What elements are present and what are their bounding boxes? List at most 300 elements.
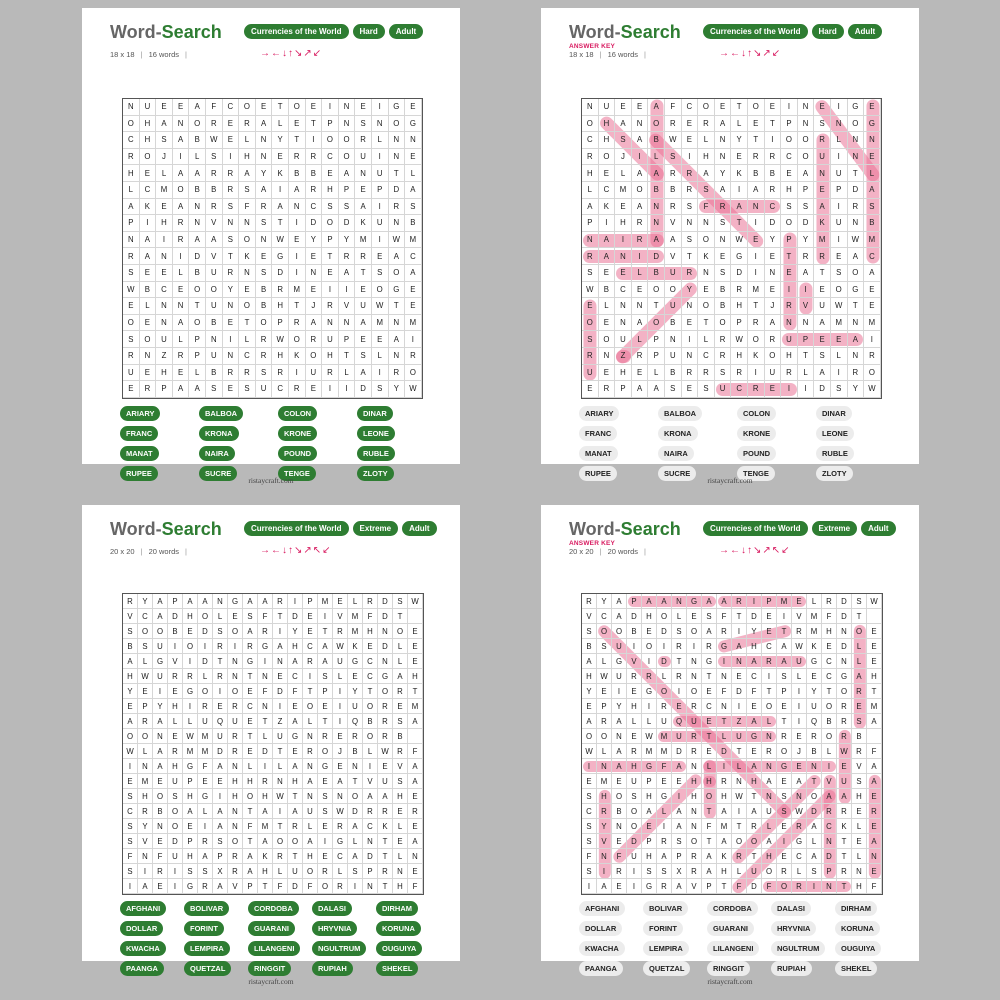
grid-cell: O [582,729,597,744]
grid-cell: B [289,165,306,182]
grid-cell: N [228,669,243,684]
grid-cell: S [715,265,732,282]
grid-cell: A [198,594,213,609]
grid-cell: T [393,609,408,624]
grid-cell: T [762,684,777,699]
grid-cell: R [781,298,798,315]
word-count: 20 words [148,547,179,556]
grid-cell: U [665,265,682,282]
grid-cell: E [747,744,762,759]
grid-cell: E [672,774,687,789]
grid-cell: Y [138,819,153,834]
grid-cell: Y [731,132,748,149]
grid-cell: L [198,804,213,819]
grid-cell: I [748,365,765,382]
grid-cell: A [597,879,612,894]
grid-cell: E [272,149,289,166]
grid-cell: U [599,99,616,116]
grid-cell: N [682,348,699,365]
grid-cell: S [798,199,815,216]
grid-cell: A [777,639,792,654]
grid-cell: O [378,684,393,699]
grid-cell: S [318,669,333,684]
grid-cell: R [748,149,765,166]
word-list [579,901,895,976]
grid-cell: A [339,265,356,282]
word-pill: FORINT [184,921,224,936]
grid-cell: D [837,594,852,609]
grid-cell: U [657,714,672,729]
grid-cell: P [183,834,198,849]
grid-cell: T [318,624,333,639]
grid-cell: L [864,165,881,182]
grid-cell: E [168,684,183,699]
grid-cell: S [123,265,140,282]
grid-cell: C [599,182,616,199]
grid-cell: A [807,849,822,864]
grid-cell: H [156,215,173,232]
grid-cell: H [642,609,657,624]
grid-cell: N [732,774,747,789]
grid-cell: E [138,684,153,699]
grid-cell: F [762,879,777,894]
tag-badge: Adult [861,521,895,536]
grid-cell: U [228,714,243,729]
grid-cell: R [731,282,748,299]
grid-cell: V [206,215,223,232]
grid-cell: D [822,849,837,864]
grid-cell: P [702,879,717,894]
grid-cell: I [168,864,183,879]
grid-cell: A [405,265,422,282]
grid-cell: V [665,215,682,232]
grid-cell: L [138,654,153,669]
grid-cell: M [642,744,657,759]
grid-cell: T [732,819,747,834]
grid-cell: I [687,639,702,654]
grid-cell: U [198,714,213,729]
grid-cell: T [322,248,339,265]
grid-cell: S [698,182,715,199]
grid-cell: N [256,232,273,249]
grid-cell: R [687,849,702,864]
grid-cell: A [814,315,831,332]
grid-cell: L [339,365,356,382]
grid-cell: E [306,99,323,116]
grid-cell: G [702,654,717,669]
grid-cell: V [206,248,223,265]
grid-cell: E [612,879,627,894]
letter-grid [581,98,882,399]
grid-cell: A [123,199,140,216]
grid-cell: E [867,654,882,669]
grid-cell: N [189,199,206,216]
grid-cell: N [256,149,273,166]
grid-cell: N [715,149,732,166]
grid-cell: T [355,265,372,282]
grid-cell: A [153,609,168,624]
grid-cell: H [702,774,717,789]
grid-cell: G [642,684,657,699]
grid-cell: G [258,639,273,654]
grid-cell: Z [273,714,288,729]
grid-cell: L [393,849,408,864]
grid-cell: R [582,248,599,265]
grid-cell: C [333,849,348,864]
grid-cell: A [657,849,672,864]
grid-cell: D [355,381,372,398]
grid-cell: W [792,639,807,654]
grid-cell: A [123,714,138,729]
grid-cell: T [363,684,378,699]
grid-cell: D [378,639,393,654]
grid-cell: N [322,315,339,332]
grid-cell: B [715,282,732,299]
grid-cell: E [140,165,157,182]
grid-cell: C [322,149,339,166]
grid-cell: S [355,348,372,365]
grid-cell: Q [672,714,687,729]
grid-cell: M [138,774,153,789]
grid-cell: R [792,624,807,639]
grid-cell: O [206,282,223,299]
word-pill: POUND [278,446,317,461]
grid-cell: V [168,654,183,669]
grid-cell: R [363,594,378,609]
grid-cell: O [239,232,256,249]
grid-cell: R [765,149,782,166]
word-pill: AFGHANI [120,901,166,916]
grid-cell: L [272,116,289,133]
grid-cell: C [765,199,782,216]
grid-cell: N [632,116,649,133]
grid-cell: I [792,699,807,714]
grid-cell: N [582,232,599,249]
grid-cell: T [378,849,393,864]
grid-cell: T [389,298,406,315]
grid-cell: N [864,132,881,149]
grid-cell: I [258,654,273,669]
grid-cell: B [405,215,422,232]
grid-cell: N [213,594,228,609]
grid-cell: I [762,669,777,684]
grid-cell: H [272,298,289,315]
grid-cell: A [243,849,258,864]
grid-cell: A [243,594,258,609]
grid-cell: A [173,165,190,182]
grid-cell: A [672,819,687,834]
grid-cell: U [355,149,372,166]
grid-cell: V [228,879,243,894]
grid-cell: S [243,609,258,624]
grid-cell: R [306,182,323,199]
grid-cell: A [173,132,190,149]
grid-cell: N [682,298,699,315]
grid-cell: T [747,789,762,804]
grid-cell: A [672,759,687,774]
grid-cell: D [288,879,303,894]
grid-cell: U [372,165,389,182]
grid-cell: L [762,819,777,834]
grid-cell: B [189,265,206,282]
grid-cell: O [123,116,140,133]
grid-cell: K [807,639,822,654]
grid-cell: A [288,714,303,729]
grid-cell: E [672,699,687,714]
grid-cell: P [798,331,815,348]
grid-cell: O [648,315,665,332]
word-pill: KWACHA [120,941,166,956]
grid-cell: B [123,639,138,654]
grid-cell: F [303,879,318,894]
grid-cell: N [273,774,288,789]
grid-cell: U [355,298,372,315]
meta-separator: | [185,547,187,556]
grid-cell: K [258,849,273,864]
grid-cell: P [189,331,206,348]
grid-cell: I [615,232,632,249]
grid-cell: R [682,265,699,282]
grid-cell: O [687,624,702,639]
grid-cell: S [582,819,597,834]
grid-cell: E [223,116,240,133]
grid-cell: O [228,834,243,849]
grid-cell: S [405,199,422,216]
grid-cell: M [814,232,831,249]
grid-cell: C [288,669,303,684]
grid-cell: R [256,348,273,365]
grid-cell: A [864,265,881,282]
grid-cell: I [183,654,198,669]
grid-cell: I [682,331,699,348]
grid-cell: U [213,729,228,744]
grid-cell: O [848,116,865,133]
grid-cell: H [140,132,157,149]
grid-cell: N [303,789,318,804]
grid-cell: H [642,849,657,864]
grid-cell: R [715,331,732,348]
grid-cell: S [393,594,408,609]
grid-cell: S [223,232,240,249]
grid-cell: R [597,804,612,819]
grid-cell: U [814,149,831,166]
tag-badge: Currencies of the World [244,24,349,39]
grid-cell: S [372,265,389,282]
grid-cell: H [322,182,339,199]
grid-cell: W [408,594,423,609]
grid-cell: U [814,298,831,315]
grid-cell: W [333,804,348,819]
grid-cell: T [852,609,867,624]
grid-cell: P [831,182,848,199]
grid-cell: A [389,248,406,265]
grid-cell: N [303,729,318,744]
grid-cell: H [138,789,153,804]
grid-cell: A [702,849,717,864]
grid-cell: N [781,315,798,332]
grid-size: 20 x 20 [110,547,135,556]
grid-cell: Q [213,714,228,729]
word-pill: RUPEE [579,466,617,481]
grid-cell: I [627,864,642,879]
grid-cell: R [848,199,865,216]
grid-cell: N [848,315,865,332]
grid-cell: L [372,132,389,149]
grid-cell: U [140,99,157,116]
grid-cell: E [213,699,228,714]
grid-cell: I [306,132,323,149]
grid-cell: T [781,248,798,265]
grid-cell: H [642,789,657,804]
grid-cell: R [306,149,323,166]
word-pill: QUETZAL [643,961,690,976]
grid-cell: F [867,879,882,894]
grid-cell: D [648,248,665,265]
grid-cell: W [792,804,807,819]
grid-cell: T [243,834,258,849]
grid-cell: G [687,594,702,609]
grid-cell: R [153,864,168,879]
grid-cell: S [322,199,339,216]
grid-cell: C [138,609,153,624]
grid-cell: A [612,714,627,729]
grid-cell: A [213,759,228,774]
grid-cell: N [698,215,715,232]
grid-cell: G [389,99,406,116]
grid-cell: D [168,834,183,849]
grid-cell: S [256,265,273,282]
grid-cell: J [765,298,782,315]
grid-cell: O [153,624,168,639]
grid-cell: S [852,594,867,609]
grid-cell: N [363,834,378,849]
grid-cell: P [781,232,798,249]
grid-cell: R [243,639,258,654]
grid-cell: O [318,744,333,759]
grid-cell: E [405,149,422,166]
grid-cell: U [153,669,168,684]
grid-cell: T [702,834,717,849]
grid-cell: R [303,744,318,759]
grid-cell: I [339,381,356,398]
grid-cell: A [183,804,198,819]
grid-cell: B [665,365,682,382]
grid-cell: A [599,248,616,265]
grid-cell: L [599,298,616,315]
grid-cell: A [867,714,882,729]
grid-cell: T [189,298,206,315]
grid-cell: G [228,594,243,609]
grid-cell: O [627,819,642,834]
grid-cell: P [123,215,140,232]
grid-cell: L [333,669,348,684]
grid-cell: E [173,282,190,299]
grid-cell: A [672,804,687,819]
grid-cell: V [597,834,612,849]
grid-cell: R [408,804,423,819]
grid-cell: I [792,714,807,729]
grid-cell: S [597,639,612,654]
grid-cell: P [272,315,289,332]
grid-cell: H [168,759,183,774]
grid-cell: O [123,729,138,744]
grid-cell: R [378,714,393,729]
grid-cell: G [777,759,792,774]
grid-cell: N [798,99,815,116]
word-pill: ZLOTY [816,466,853,481]
grid-cell: T [748,298,765,315]
grid-cell: R [272,282,289,299]
grid-cell: I [682,149,699,166]
grid-cell: I [582,759,597,774]
word-pill: LEMPIRA [643,941,689,956]
grid-cell: C [822,819,837,834]
grid-cell: G [243,654,258,669]
grid-cell: H [322,348,339,365]
grid-cell: R [762,744,777,759]
grid-cell: U [781,331,798,348]
grid-cell: W [864,381,881,398]
grid-cell: A [747,804,762,819]
grid-cell: N [289,199,306,216]
grid-cell: O [140,331,157,348]
word-pill: GUARANI [248,921,295,936]
grid-cell: R [389,365,406,382]
grid-cell: E [153,834,168,849]
grid-cell: R [123,248,140,265]
grid-cell: C [822,654,837,669]
grid-cell: F [657,759,672,774]
grid-cell: A [288,804,303,819]
grid-cell: O [599,331,616,348]
grid-cell: A [153,744,168,759]
word-pill: GUARANI [707,921,754,936]
grid-cell: C [239,348,256,365]
grid-cell: R [715,199,732,216]
grid-cell: V [393,759,408,774]
grid-cell: E [223,132,240,149]
grid-cell: G [717,639,732,654]
grid-cell: H [717,864,732,879]
grid-cell: E [289,232,306,249]
grid-cell: H [228,789,243,804]
grid-cell: F [408,879,423,894]
grid-cell: E [781,165,798,182]
grid-cell: A [702,624,717,639]
grid-cell: E [762,609,777,624]
grid-cell: B [864,215,881,232]
grid-cell: Y [288,624,303,639]
grid-cell: M [348,609,363,624]
grid-cell: E [355,282,372,299]
grid-cell: O [322,132,339,149]
grid-cell: V [339,298,356,315]
grid-cell: O [687,684,702,699]
grid-cell: F [822,609,837,624]
grid-cell: A [189,381,206,398]
word-pill: KRONA [199,426,239,441]
grid-cell: D [672,744,687,759]
title-search: Search [620,22,681,42]
grid-cell: S [123,819,138,834]
grid-cell: S [339,199,356,216]
grid-cell: A [747,714,762,729]
grid-cell: R [378,864,393,879]
grid-cell: A [243,624,258,639]
grid-cell: A [848,331,865,348]
grid-cell: R [781,365,798,382]
grid-cell: F [258,684,273,699]
